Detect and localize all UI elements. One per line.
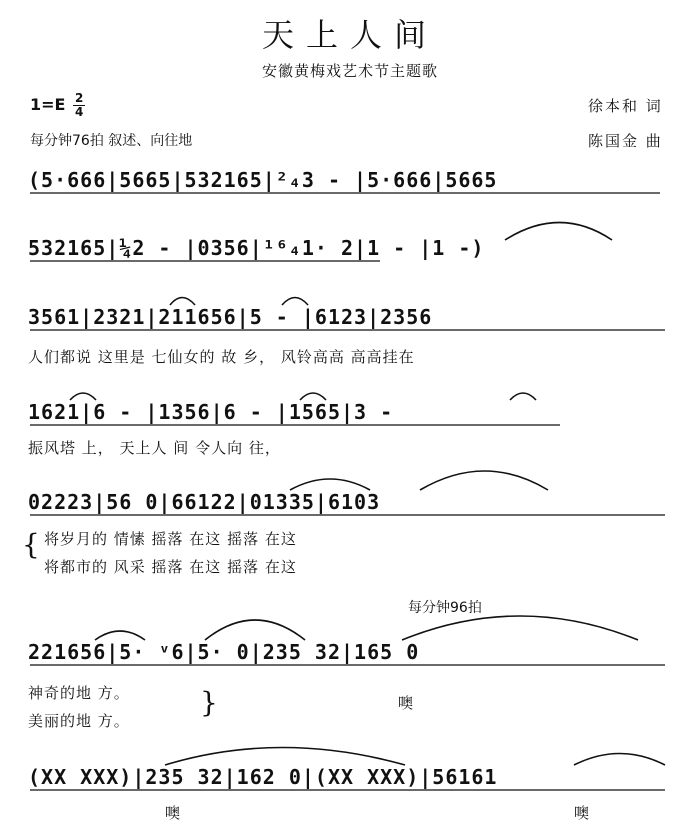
slur-mark [70, 393, 96, 400]
lyric-line-5: 神奇的地 方。 [28, 684, 130, 702]
slur-mark [165, 748, 405, 766]
lyricist-credit: 徐本和 词 [588, 97, 663, 115]
staff-line-6: 221656|5· ᵛ6|5· 0|235 32|165 0 [28, 640, 420, 664]
slur-mark [574, 754, 665, 766]
tempo-marking: 每分钟76拍 叙述、向往地 [30, 133, 193, 149]
lyric-line-4: 将都市的 风采 摇落 在这 摇落 在这 [44, 558, 297, 576]
interjection-2: 噢 [165, 804, 181, 822]
time-denominator: 4 [75, 105, 84, 119]
time-numerator: 2 [75, 91, 84, 105]
interjection-3: 噢 [574, 804, 590, 822]
lyric-line-2: 振风塔 上， 天上人 间 令人向 往， [28, 439, 281, 457]
staff-line-1: (5·666|5665|532165|²₄3 - |5·666|5665 [28, 168, 498, 192]
slur-mark [205, 620, 305, 640]
slur-mark [420, 471, 548, 490]
slur-mark [282, 298, 308, 306]
slur-mark [290, 479, 370, 490]
lyric-line-1: 人们都说 这里是 七仙女的 故 乡， 风铃高高 高高挂在 [28, 348, 415, 366]
staff-line-4: 1621|6 - |1356|6 - |1565|3 - [28, 400, 394, 424]
staff-line-5: 02223|56 0|66122|01335|6103 [28, 490, 381, 514]
key-text: 1=E [30, 95, 66, 114]
verse-brace: { [22, 528, 40, 561]
tempo-change: 每分钟96拍 [408, 600, 482, 616]
staff-line-3: 3561|2321|211656|5 - |6123|2356 [28, 305, 433, 329]
slur-mark [170, 298, 195, 306]
lyric-line-3: 将岁月的 情愫 摇落 在这 摇落 在这 [44, 530, 297, 548]
song-subtitle: 安徽黄梅戏艺术节主题歌 [261, 62, 438, 80]
slur-mark [402, 616, 638, 640]
song-title: 天上人间 [261, 16, 438, 54]
ending-brace: } [200, 686, 218, 719]
slur-mark [95, 631, 145, 640]
slur-mark [505, 223, 612, 241]
lyric-line-6: 美丽的地 方。 [28, 712, 130, 730]
staff-line-2: 532165|¼2 - |0356|¹⁶₄1· 2|1 - |1 -) [28, 236, 485, 260]
staff-line-7: (XX XXX)|235 32|162 0|(XX XXX)|56161 [28, 765, 498, 789]
interjection-1: 噢 [398, 694, 414, 712]
slur-mark [300, 393, 326, 400]
slur-mark [510, 393, 536, 400]
composer-credit: 陈国金 曲 [588, 132, 663, 150]
